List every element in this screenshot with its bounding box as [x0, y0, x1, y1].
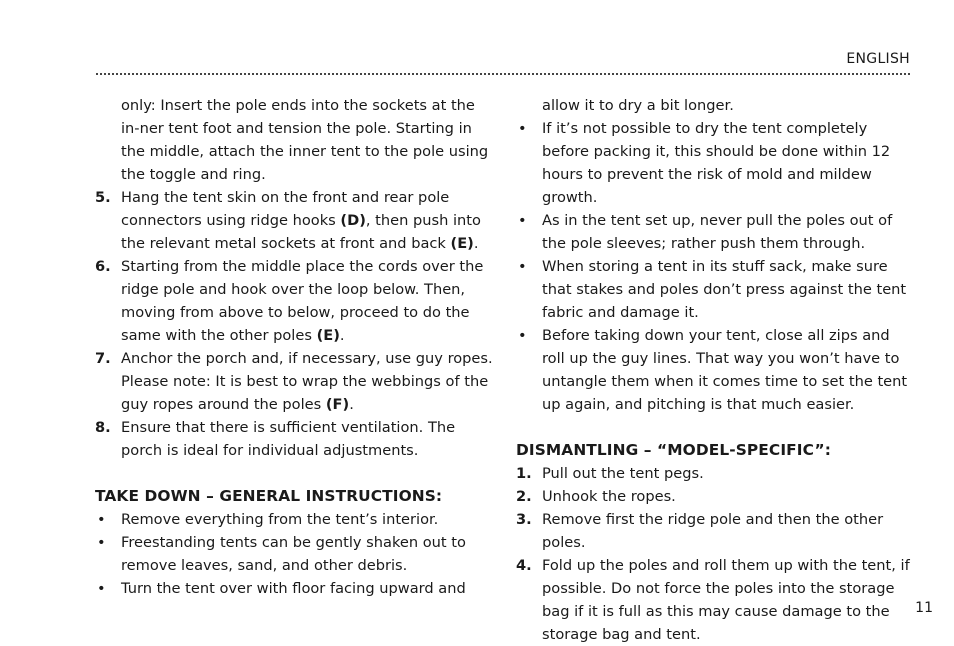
bullet-marker: •	[518, 212, 527, 229]
step-6	[95, 255, 495, 347]
left-column	[95, 94, 495, 600]
step-number: 7.	[95, 350, 111, 367]
dismantling-step	[516, 485, 916, 508]
bullet-item	[516, 324, 916, 416]
takedown-heading: TAKE DOWN – GENERAL INSTRUCTIONS:	[95, 487, 443, 505]
bullet-item	[516, 209, 916, 255]
step-text: Unhook the ropes.	[542, 488, 676, 505]
step-text-part: Hang the tent skin on the front and rear pole connectors using ridge hooks	[121, 189, 450, 229]
bullet-text: As in the tent set up, never pull the poles out of the pole sleeves; rather push them through.	[542, 212, 893, 252]
step-number: 1.	[516, 465, 532, 482]
step-text-part: Starting from the middle place the cords over the ridge pole and hook over the loop below. Then, moving from above to below, proceed to do the same with the other poles	[121, 258, 484, 344]
bullet-item	[95, 508, 495, 531]
bullet-text: Remove everything from the tent’s interior.	[121, 511, 439, 528]
continued-text	[516, 94, 916, 117]
figure-ref: (D)	[340, 212, 366, 229]
bullet-item	[516, 255, 916, 324]
dismantling-step	[516, 462, 916, 485]
dismantling-step	[516, 508, 916, 554]
bullet-item	[95, 531, 495, 577]
bullet-marker: •	[518, 258, 527, 275]
bullet-marker: •	[518, 120, 527, 137]
step-text: Pull out the tent pegs.	[542, 465, 704, 482]
continued-text-body: allow it to dry a bit longer.	[542, 97, 734, 114]
bullet-marker: •	[97, 511, 106, 528]
step-number: 8.	[95, 419, 111, 436]
step-text: Ensure that there is sufficient ventilation. The porch is ideal for individual adjustments.	[121, 419, 456, 459]
bullet-text: When storing a tent in its stuff sack, make sure that stakes and poles don’t press against the tent fabric and damage it.	[542, 258, 907, 321]
step-number: 4.	[516, 557, 532, 574]
step-text-part: , then push into the relevant metal sockets at front and back	[121, 212, 481, 252]
dismantling-heading: DISMANTLING – “MODEL-SPECIFIC”:	[516, 441, 832, 459]
step-text-part: Anchor the porch and, if necessary, use guy ropes. Please note: It is best to wrap the webbings of the guy ropes around the poles	[121, 350, 493, 413]
bullet-item	[516, 117, 916, 209]
step-text	[121, 186, 495, 255]
step-8	[95, 416, 495, 462]
bullet-text: Before taking down your tent, close all zips and roll up the guy lines. That way you won’t have to untangle them when it comes time to set the tent up again, and pitching is that much easier.	[542, 327, 908, 413]
step-number: 5.	[95, 189, 111, 206]
figure-ref: (F)	[325, 396, 350, 413]
bullet-marker: •	[97, 534, 106, 551]
step-number: 2.	[516, 488, 532, 505]
right-column	[516, 94, 916, 646]
bullet-marker: •	[97, 580, 106, 597]
step-text: Fold up the poles and roll them up with the tent, if possible. Do not force the poles into the storage bag if it is full as this may cause damage to the storage bag and tent.	[542, 557, 910, 643]
step-number: 3.	[516, 511, 532, 528]
step-text-part: .	[473, 235, 479, 252]
step-text	[121, 255, 495, 347]
bullet-text: If it’s not possible to dry the tent completely before packing it, this should be done within 12 hours to prevent the risk of mold and mildew growth.	[542, 120, 891, 206]
continued-text	[95, 94, 495, 186]
step-text-part: .	[349, 396, 354, 413]
figure-ref: (E)	[316, 327, 340, 344]
dismantling-step	[516, 554, 916, 646]
step-text	[121, 347, 495, 416]
continued-text-body: only: Insert the pole ends into the sockets at the in-ner tent foot and tension the pole. Starting in the middle, attach the inner tent to the pole using the toggle and ring.	[121, 97, 489, 183]
bullet-text: Freestanding tents can be gently shaken out to remove leaves, sand, and other debris.	[121, 534, 466, 574]
bullet-marker: •	[518, 327, 527, 344]
step-text: Remove first the ridge pole and then the other poles.	[542, 511, 884, 551]
language-label: ENGLISH	[846, 51, 910, 67]
figure-ref: (E)	[450, 235, 474, 252]
step-number: 6.	[95, 258, 111, 275]
bullet-text: Turn the tent over with floor facing upward and	[121, 580, 466, 597]
page-number: 11	[915, 600, 933, 616]
bullet-item	[95, 577, 495, 600]
header-dotted-rule	[96, 73, 910, 75]
step-7	[95, 347, 495, 416]
step-text-part: .	[339, 327, 345, 344]
step-5	[95, 186, 495, 255]
